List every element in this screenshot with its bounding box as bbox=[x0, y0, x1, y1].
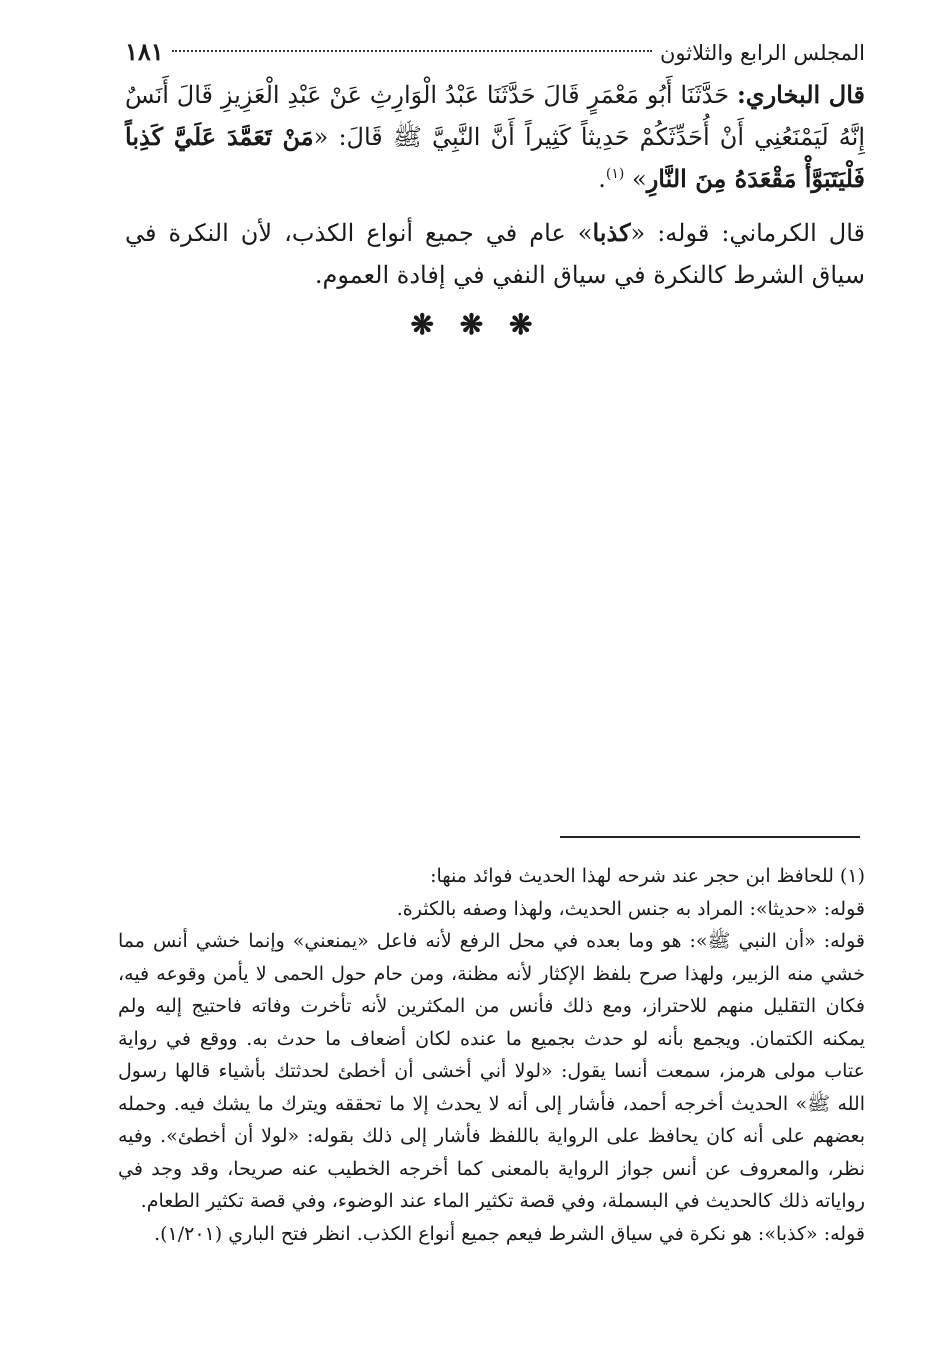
footnote-line: قوله: «كذبا»: هو نكرة في سياق الشرط فيعم جميع أنواع الكذب. انظر فتح الباري (١/٢٠١). bbox=[154, 1222, 865, 1245]
footnote-reference: (١) bbox=[605, 166, 625, 182]
commentary-paragraph bbox=[125, 212, 865, 296]
quote-close: » bbox=[632, 165, 647, 193]
footnote-line: قوله: «حديثا»: المراد به جنس الحديث، ولهذا وصفه بالكثرة. bbox=[396, 897, 865, 920]
header-leader-dots bbox=[172, 50, 652, 52]
sentence-end: . bbox=[598, 165, 606, 193]
running-header bbox=[125, 36, 865, 69]
chapter-title: المجلس الرابع والثلاثون bbox=[659, 41, 865, 65]
hadith-chain: حَدَّثَنَا أَبُو مَعْمَرٍ قَالَ حَدَّثَنَا عَبْدُ الْوَارِثِ عَنْ عَبْدِ الْعَزِيزِ قَالَ أَنَسٌ إِنَّهُ لَيَمْنَعُنِي أَنْ أُحَدِّثَكُمْ حَدِيثاً كَثِيراً أَنَّ النَّبِيَّ ﷺ قَالَ: « bbox=[125, 81, 865, 151]
hadith-quote: مَنْ تَعَمَّدَ عَلَيَّ كَذِباً فَلْيَتَبَوَّأْ مَقْعَدَهُ مِنَ النَّارِ bbox=[125, 122, 865, 193]
page-number: ١٨١ bbox=[125, 37, 164, 66]
footnote-line: (١) للحافظ ابن حجر عند شرحه لهذا الحديث فوائد منها: bbox=[430, 865, 865, 887]
commentary-intro: قال الكرماني: قوله: « bbox=[630, 219, 865, 247]
section-separator: ❋ ❋ ❋ bbox=[410, 308, 541, 341]
narrator-label: قال البخاري: bbox=[736, 80, 865, 109]
commentary-keyword: كذبا bbox=[592, 218, 631, 247]
footnotes bbox=[118, 860, 865, 1250]
main-text bbox=[125, 74, 865, 296]
commentary-body: » عام في جميع أنواع الكذب، لأن النكرة في سياق الشرط كالنكرة في سياق النفي في إفادة العموم. bbox=[125, 219, 865, 289]
footnote-divider bbox=[560, 836, 860, 838]
hadith-paragraph bbox=[125, 74, 865, 200]
footnote-line: قوله: «أن النبي ﷺ»: هو وما بعده في محل الرفع لأنه فاعل «يمنعني» وإنما خشي أنس مما خشي منه الزبير، ولهذا صرح بلفظ الإكثار لأنه مظنة، ومن حام حول الحمى لا يأمن وقوعه فيه، فكان التقليل منهم للاحتراز، ومع ذلك فأنس من المكثرين لأنه تأخرت وفاته فاحتيج إليه ولم يمكنه الكتمان. ويجمع بأنه لو حدث بجميع ما عنده لكان أضعاف ما حدث به. ووقع في رواية عتاب مولى هرمز، سمعت أنسا يقول: «لولا أني أخشى أن أخطئ لحدثتك بأشياء قالها رسول الله ﷺ» الحديث أخرجه أحمد، فأشار إلى أنه لا يحدث إلا ما تحققه ويترك ما يشك فيه. وحمله بعضهم على أنه كان يحافظ على الرواية باللفظ فأشار إلى ذلك بقوله: «لولا أن أخطئ». وفيه نظر، والمعروف عن أنس جواز الرواية بالمعنى كما أخرجه الخطيب عنه صريحا، وقد وجد في رواياته ذلك كالحديث في البسملة، وفي قصة تكثير الماء عند الوضوء، وفي قصة تكثير الطعام. bbox=[118, 930, 865, 1212]
